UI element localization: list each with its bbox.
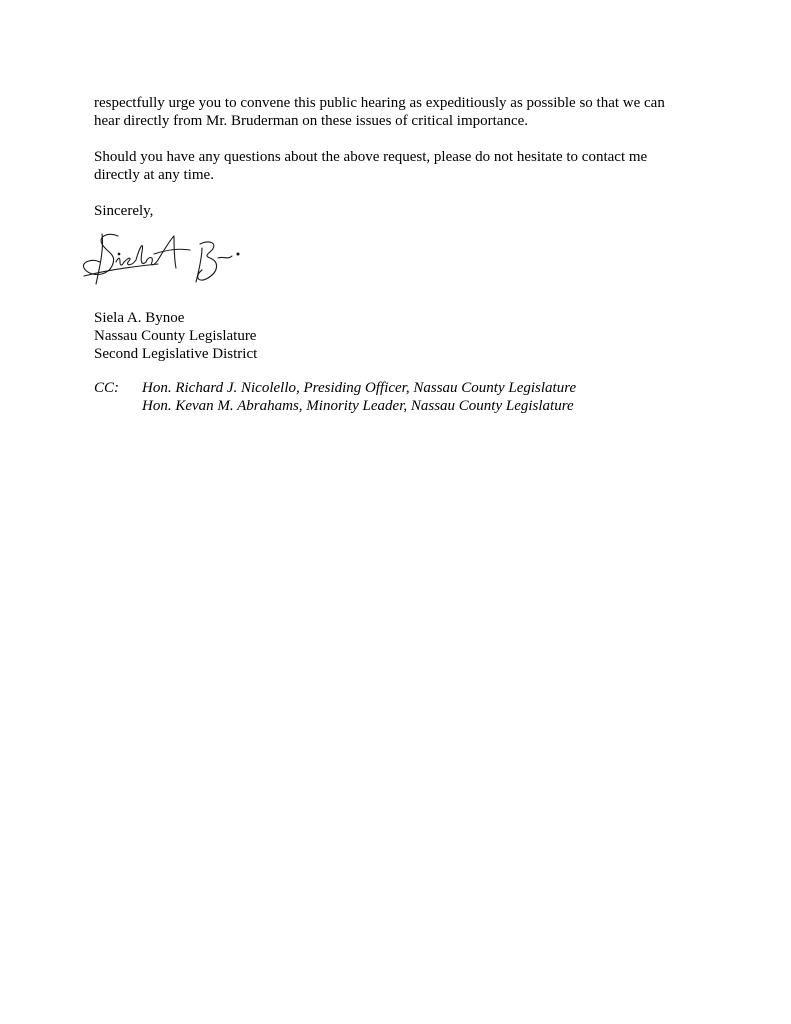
body-paragraph-contact xyxy=(94,148,714,184)
signature-block xyxy=(94,309,257,363)
cc-recipient: Hon. Richard J. Nicolello, Presiding Officer, Nassau County Legislature xyxy=(142,380,577,396)
cc-recipient: Hon. Kevan M. Abrahams, Minority Leader, Nassau County Legislature xyxy=(142,398,574,414)
cc-label: CC: xyxy=(94,380,120,396)
paragraph-line: directly at any time. xyxy=(94,167,214,183)
signer-district: Second Legislative District xyxy=(94,346,258,362)
paragraph-line: Should you have any questions about the above request, please do not hesitate to contact me xyxy=(94,149,648,165)
cc-list xyxy=(94,379,576,415)
paragraph-line: hear directly from Mr. Bruderman on these issues of critical importance. xyxy=(94,113,529,129)
body-paragraph-hearing-request xyxy=(94,94,714,130)
signer-organization: Nassau County Legislature xyxy=(94,328,257,344)
closing-salutation: Sincerely, xyxy=(94,203,154,219)
paragraph-line: respectfully urge you to convene this public hearing as expeditiously as possible so that we can xyxy=(94,95,665,111)
handwritten-signature xyxy=(78,226,253,290)
cc-row xyxy=(94,379,576,397)
signer-name: Siela A. Bynoe xyxy=(94,310,185,326)
cc-row xyxy=(94,397,576,415)
